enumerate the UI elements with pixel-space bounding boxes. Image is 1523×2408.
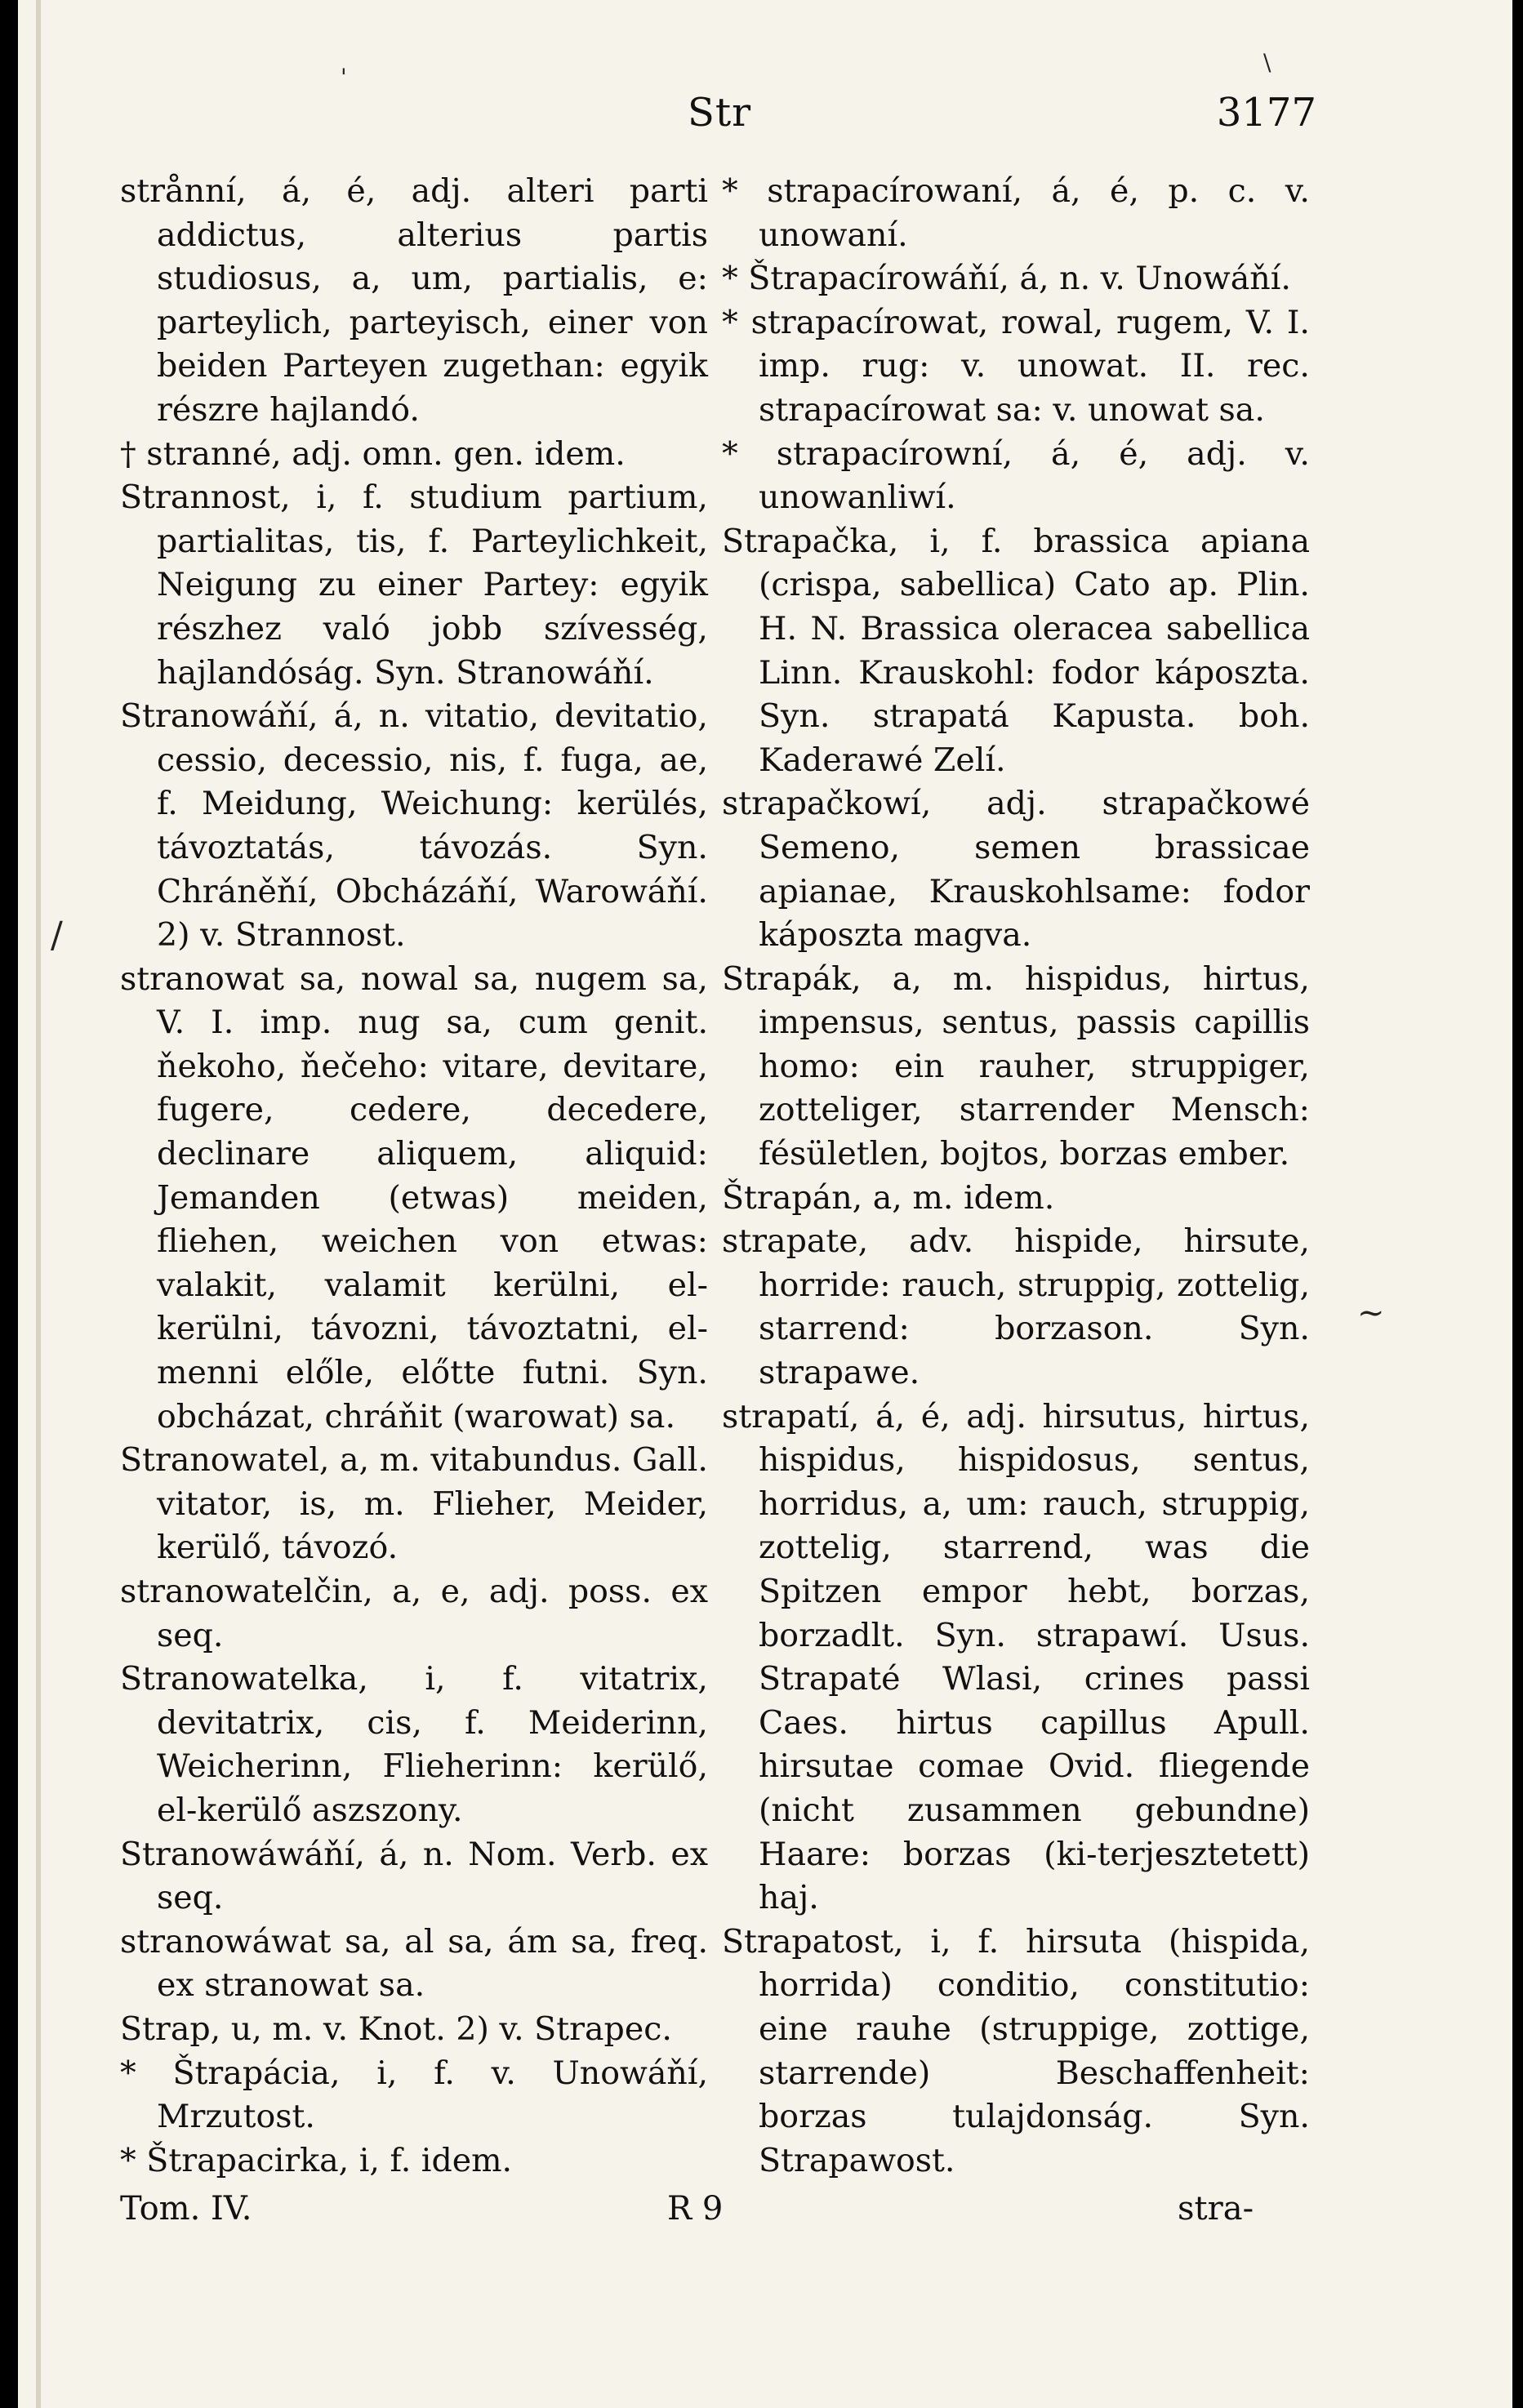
entry: stranowáwat sa, al sa, ám sa, freq. ex stranowat sa.	[120, 1922, 708, 2005]
entry: Strapák, a, m. hispidus, hirtus, impensus, sentus, passis capillis homo: ein rauher, struppiger, zotteliger, starrender Mensch: fésületlen, bojtos, borzas ember.	[722, 959, 1310, 1173]
entry: * Štrapacirka, i, f. idem.	[120, 2141, 513, 2179]
entry: Strapatost, i, f. hirsuta (hispida, horrida) conditio, constitutio: eine rauhe (struppige, zottige, starrende) Beschaffenheit: borzas tulajdonság. Syn. Strapawost.	[722, 1922, 1310, 2179]
margin-mark-dot: '	[341, 64, 347, 91]
dictionary-page	[18, 0, 1512, 2408]
entry: Strap, u, m. v. Knot. 2) v. Strapec.	[120, 2010, 672, 2048]
margin-mark-slash: /	[51, 915, 63, 956]
entry: Štrapán, a, m. idem.	[722, 1178, 1055, 1217]
entry: Stranowatelka, i, f. vitatrix, devitatrix, cis, f. Meiderinn, Weicherinn, Flieherinn: kerülő, el-kerülő aszszony.	[120, 1660, 708, 1829]
entry: Strapačka, i, f. brassica apiana (crispa, sabellica) Cato ap. Plin. H. N. Brassica oleracea sabellica Linn. Krauskohl: fodor káposzta. Syn. strapatá Kapusta. boh. Kaderawé Zelí.	[722, 522, 1310, 779]
page-footer	[18, 2190, 1512, 2239]
entry: strapačkowí, adj. strapačkowé Semeno, semen brassicae apianae, Krauskohlsame: fodor káposzta magva.	[722, 785, 1310, 955]
entry: strapatí, á, é, adj. hirsutus, hirtus, hispidus, hispidosus, sentus, horridus, a, um: rauch, struppig, zottelig, starrend, was die Spitzen empor hebt, borzas, borzadlt. Syn. strapawí. Usus. Strapaté Wlasi, crines passi Caes. hirtus capillus Apull. hirsutae comae Ovid. fliegende (nicht zusammen gebundne) Haare: borzas (ki-terjesztetett) haj.	[722, 1397, 1310, 1917]
page-edge	[36, 0, 41, 2408]
entry: * strapacírowaní, á, é, p. c. v. unowaní.	[722, 172, 1310, 254]
page-header	[18, 90, 1512, 147]
entry: stranowat sa, nowal sa, nugem sa, V. I. imp. nug sa, cum genit. ňekoho, ňečeho: vitare, devitare, fugere, cedere, decedere, declinare aliquem, aliquid: Jemanden (etwas) meiden, fliehen, weichen von etwas: valakit, valamit kerülni, el-kerülni, távozni, távoztatni, el-menni előle, előtte futni. Syn. obcházat, chráňit (warowat) sa.	[120, 959, 708, 1435]
entry: Stranowatel, a, m. vitabundus. Gall. vitator, is, m. Flieher, Meider, kerülő, távozó.	[120, 1441, 708, 1567]
entry: * strapacírowat, rowal, rugem, V. I. imp. rug: v. unowat. II. rec. strapacírowat sa: v. unowat sa.	[722, 303, 1310, 429]
left-column	[120, 170, 708, 2183]
entry: Strannost, i, f. studium partium, partialitas, tis, f. Parteylichkeit, Neigung zu einer Partey: egyik részhez való jobb szívesség, hajlandóság. Syn. Stranowáňí.	[120, 478, 708, 692]
entry: * strapacírowní, á, é, adj. v. unowanliwí.	[722, 434, 1310, 517]
volume-label: Tom. IV.	[120, 2190, 252, 2228]
entry: stranowatelčin, a, e, adj. poss. ex seq.	[120, 1573, 708, 1654]
signature-mark: R 9	[667, 2190, 724, 2228]
entry: † stranné, adj. omn. gen. idem.	[120, 434, 626, 473]
entry: Stranowáňí, á, n. vitatio, devitatio, cessio, decessio, nis, f. fuga, ae, f. Meidung, Weichung: kerülés, távoztatás, távozás. Syn. Chráněňí, Obcházáňí, Warowáňí. 2) v. Strannost.	[120, 697, 708, 955]
margin-mark-x: ~	[1357, 1294, 1385, 1332]
catchword: stra-	[1178, 2190, 1254, 2228]
right-column	[722, 170, 1310, 2183]
entry: * Štrapácia, i, f. v. Unowáňí, Mrzutost.	[120, 2054, 708, 2136]
page-number: 3177	[1216, 90, 1316, 136]
running-head: Str	[688, 90, 752, 136]
entry: strapate, adv. hispide, hirsute, horride: rauch, struppig, zottelig, starrend: borzason. Syn. strapawe.	[722, 1222, 1310, 1392]
entry: strånní, á, é, adj. alteri parti addictus, alterius partis studiosus, a, um, partialis, e: parteylich, parteyisch, einer von beiden Parteyen zugethan: egyik részre hajlandó.	[120, 172, 708, 429]
entry: * Štrapacírowáňí, á, n. v. Unowáňí.	[722, 260, 1291, 298]
margin-mark-tick: \	[1263, 49, 1271, 76]
entry: Stranowáwáňí, á, n. Nom. Verb. ex seq.	[120, 1835, 708, 1917]
